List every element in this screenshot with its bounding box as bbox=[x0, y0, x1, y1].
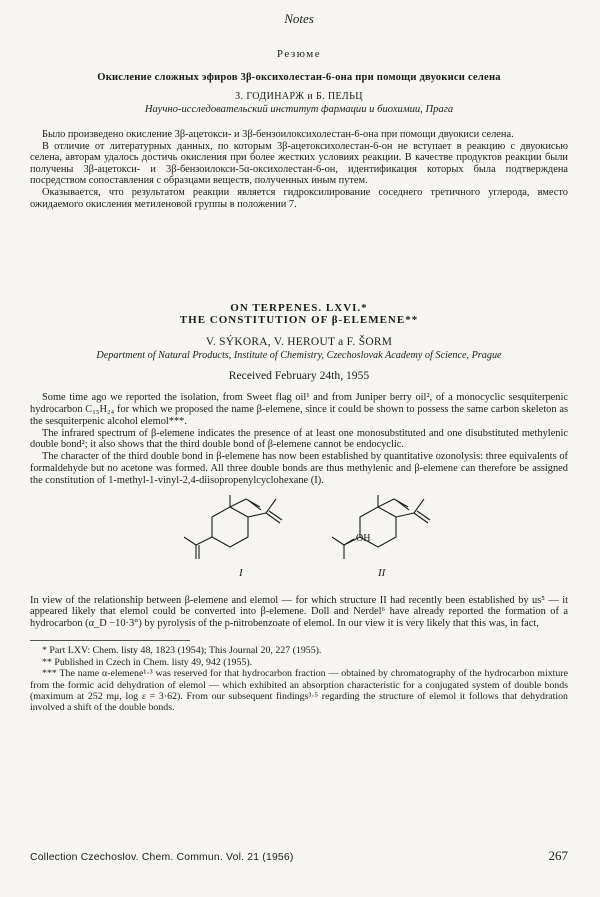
structure-figure bbox=[30, 493, 568, 581]
resume-paragraph: В отличие от литературных данных, по которым 3β-ацетоксихолестан-6-он не вступает в реакцию с двуокисью селена, авторам удалось достичь окисления при более жестких условиях реакции. В качестве продуктов реакции были получены 3β-ацетокси- и 3β-бензоилокси-5α-оксихолестан-6-он, идентификация которых была подтверждена посредством сопоставления с образцами веществ, полученных иным путем. bbox=[30, 140, 568, 187]
page-number: 267 bbox=[548, 848, 568, 863]
structure-i-label: I bbox=[239, 566, 243, 579]
resume-title: Окисление сложных эфиров 3β-оксихолестан-6-она при помощи двуокиси селена bbox=[97, 72, 501, 83]
article-department: Department of Natural Products, Institute of Chemistry, Czechoslovak Academy of Science, Prague bbox=[96, 350, 502, 362]
structure-ii-label: II bbox=[378, 566, 386, 579]
journal-page bbox=[30, 10, 568, 863]
footnote: *** The name α-elemene¹·³ was reserved for that hydrocarbon fraction — obtained by chromatography of the hydrocarbon mixture from the formic acid dehydration of elemol — which exhibited an absorption characteristic for a conjugated system of double bonds (maximum at 252 mμ, log ε = 3·62). From our subsequent findings³·⁵ regarding the structure of elemol it follows that dehydration involved a shift of the double bonds. bbox=[30, 668, 568, 714]
article-body-continued bbox=[30, 595, 568, 630]
resume-heading: Резюме bbox=[276, 48, 322, 60]
article-paragraph: The character of the third double bond in β-elemene has now been established by quantitative ozonolysis: three equivalents of formaldehyde but no acetone was formed. All three double bonds are thus methylenic and β-elemene can therefore be assigned the constitution of 1-methyl-1-vinyl-2,4-diisopropenylcyclohexane (I). bbox=[30, 451, 568, 486]
article-paragraph: Some time ago we reported the isolation, from Sweet flag oil¹ and from Juniper berry oil², of a monocyclic sesquiterpenic hydrocarbon C₁₅H₂₄ for which we proposed the name β-elemene, since it could be shown to possess the same carbon skeleton as the sesquiterpenic alcohol elemol***. bbox=[30, 392, 568, 427]
resume-body bbox=[30, 129, 568, 210]
article-paragraph: The infrared spectrum of β-elemene indicates the presence of at least one monosubstituted and one disubstituted methylenic double bond²; it also shows that the third double bond of β-elemene cannot be endocyclic. bbox=[30, 427, 568, 451]
running-head: Notes bbox=[284, 11, 314, 26]
journal-citation: Collection Czechoslov. Chem. Commun. Vol. 21 (1956) bbox=[30, 852, 294, 863]
footnote-divider bbox=[30, 640, 190, 641]
article-authors: V. SÝKORA, V. HEROUT a F. ŠORM bbox=[205, 336, 393, 349]
footnote: ** Published in Czech in Chem. listy 49, 942 (1955). bbox=[42, 656, 253, 668]
article-title-line2: THE CONSTITUTION OF β-ELEMENE** bbox=[179, 314, 419, 327]
resume-paragraph: Было произведено окисление 3β-ацетокси- и 3β-бензоилоксихолестан-6-она при помощи двуокиси селена. bbox=[42, 129, 514, 140]
structure-ii-oh-label: OH bbox=[356, 532, 371, 544]
article-received-date: Received February 24th, 1955 bbox=[228, 369, 370, 383]
structure-i-drawing bbox=[180, 493, 310, 563]
resume-authors: З. ГОДИНАРЖ и Б. ПЕЛЬЦ bbox=[235, 91, 363, 102]
footnotes bbox=[30, 645, 568, 713]
structure-ii-drawing bbox=[328, 493, 458, 563]
resume-paragraph: Оказывается, что результатом реакции является гидроксилирование соседнего третичного углерода, вместо ожидаемого окисления метиленовой группы в положении 7. bbox=[30, 186, 568, 210]
footnote: * Part LXV: Chem. listy 48, 1823 (1954); This Journal 20, 227 (1955). bbox=[42, 645, 322, 657]
article-body bbox=[30, 392, 568, 486]
resume-institute: Научно-исследовательский институт фармации и биохимии, Прага bbox=[144, 104, 454, 115]
page-footer bbox=[30, 848, 568, 864]
article-paragraph: In view of the relationship between β-elemene and elemol — for which structure II had recently been established by us⁵ — it appeared likely that elemol could be converted into β-elemene. Doll and Nerdel⁶ have already reported the formation of a hydrocarbon (α_D −10·3°) by pyrolysis of the p-nitrobenzoate of elemol. In our view it is very likely that this was, in fact, bbox=[30, 594, 568, 630]
article-title-line1: ON TERPENES. LXVI.* bbox=[230, 302, 368, 315]
